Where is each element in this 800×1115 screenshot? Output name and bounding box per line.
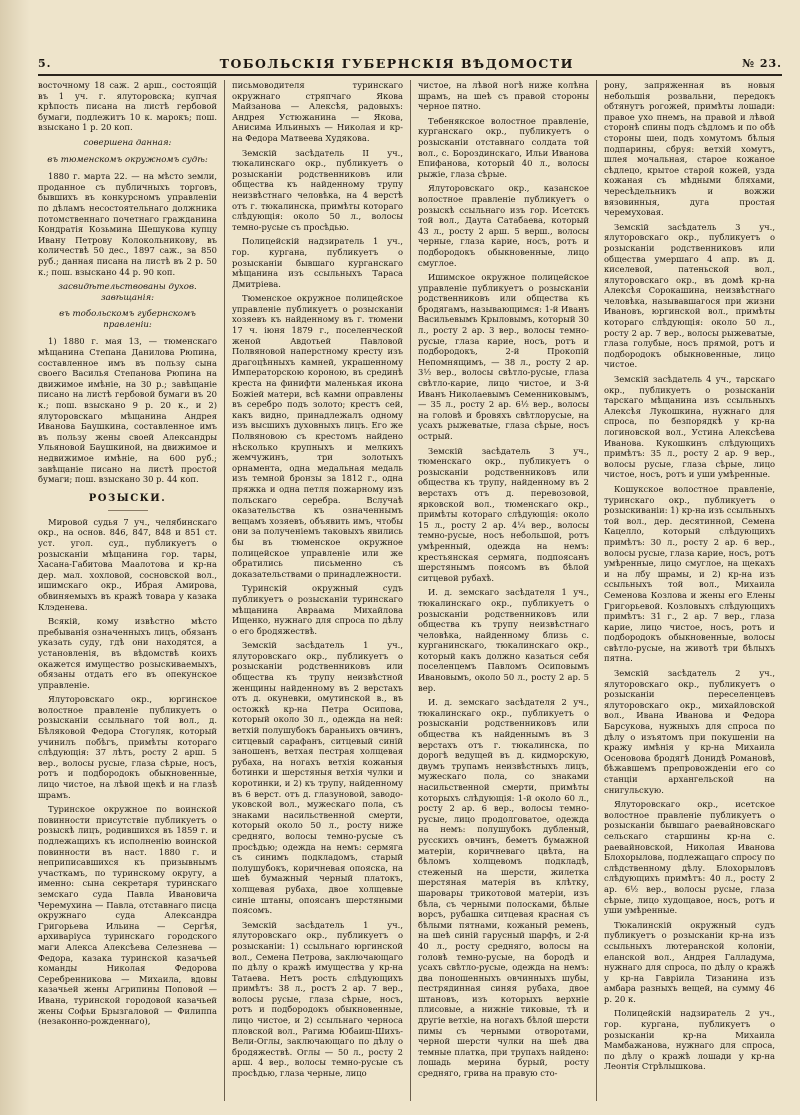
continued-paragraph: письмоводителя туринскаго окружнаго стряпчаго Якова Майзанова — Алексѣя, радовыхъ: Андрея Устюжанина — Якова, Анисима Ильиныхъ — Николая и кр-на Федора Матвеева Худякова. — [232, 80, 403, 143]
notice-paragraph: Земскій засѣдатель 1 уч., ялуторовскаго окр., публикуетъ о розысканіи родственниковъ или общества къ трупу неизвѣстной женщины найденному въ 2 верстахъ отъ д. окуневки, омутинской в., въ остожкѣ кр-на Петра Осипова, который около 30 л., одежда на ней: ветхій полушубокъ бараньихъ овчинъ, ситцевый сарафанъ, ситцевый синій заношенъ, ветхая пестрая холщевая рубаха, на ногахъ ветхія кожаныя ботинки и шерстяныя ветхія чулки и коротинки, и 2) къ трупу, найденному въ 6 верст. отъ д. глазуновой, заводо-уковской вол., мужескаго пола, съ знаками насильственной смерти, который около 50 л., росту ниже средняго, волосы темно-русые съ просѣдью; одежда на немъ: сермяга съ синимъ подкладомъ, старый полушубокъ, коричневая опояска, на шеѣ бумажный черный платокъ, холщевая рубаха, двое холщевые синіе штаны, опоясанъ шерстяными поясомъ. — [232, 640, 403, 916]
notice-paragraph: Земскій засѣдатель 3 уч., ялуторовскаго окр., публикуетъ о розысканіи родственниковъ или общества умершаго 4 апр. въ д. киселевой, патеньской вол., ялуторовскаго окр., въ домѣ кр-на Алексѣя Сорокашина, неизвѣстнаго человѣка, называвшагося при жизни Ивановъ, юргинской вол., примѣты котораго слѣдующія: около 50 л., росту 2 ар. 7 вер., волосы рыжеватые, глаза голубые, носъ прямой, ротъ и подбородокъ обыкновенные, лицо чистое. — [604, 221, 775, 370]
notice-paragraph: Земскій засѣдатель II уч., тюкалинскаго окр., публикуетъ о розысканіи родственниковъ или общества къ найденному трупу неизвѣстнаго человѣка, на 4 верстѣ отъ г. тюкалинска, примѣты котораго слѣдующія: около 50 л., волосы темно-русые съ просѣдью. — [232, 147, 403, 232]
notice-paragraph: Земскій засѣдатель 1 уч., ялуторовскаго окр., публикуетъ о розысканіи: 1) ссыльнаго юргинской вол., Семена Петрова, заключающаго по дѣлу о кражѣ имущества у кр-на Татаева. Нетъ рость слѣдующихъ примѣтъ: 38 л., ростъ 2 ар. 7 вер., волосы русые, глаза сѣрые, носъ, ротъ и подбородокъ обыкновенные, лицо чистое, и 2) ссыльнаго черноса пловской вол., Рагима Юбаиш-Шихъ-Вели-Оглы, заключающаго по дѣлу о бродяжествѣ. Оглы — 50 л., росту 2 арш. 4 вер., волосы темно-русые съ просѣдью, глаза черные, лицо — [232, 919, 403, 1079]
column-3 — [410, 80, 596, 1101]
column-2 — [224, 80, 410, 1101]
notice-paragraph: Земскій засѣдатель 2 уч., ялуторовскаго окр., публикуетъ о розысканіи переселенцевъ ялуторовскаго окр., михайловской вол., Ивана Иванова и Федора Барсукова, нужныхъ для спроса по дѣлу о изъятомъ при покушеніи на кражу имѣнія у кр-на Михаила Осеновова бродягѣ Донидѣ Романовѣ, бѣжавшемъ препровожденіи его со станціи архангельской на снигульскую. — [604, 668, 775, 795]
notice-paragraph: Ялуторовскаго окр., казанское волостное правленіе публикуетъ о розыскѣ ссыльнаго изъ гор. Исетскъ той вол., Даута Сатабаева, который 43 л., росту 2 арш. 5 верш., волосы черные, глаза карие, носъ, ротъ и подбородокъ обыкновенные, лицо смуглое. — [418, 183, 589, 268]
notice-paragraph: Ялуторовскаго окр., юргинское волостное правленіе публикуетъ о розысканіи ссыльнаго той вол., д. Бѣляковой Федора Стогуляк, который учинилъ побѣгъ, примѣты котораго слѣдующія: 37 лѣтъ, росту 2 арш. 5 вер., волосы русые, глаза сѣрые, носъ, ротъ и подбородокъ обыкновенные, лицо чистое, на лѣвой щекѣ и на глазѣ шрамъ. — [38, 694, 217, 800]
continued-paragraph: восточному 18 саж. 2 арш., состоящій въ 1 уч. г. ялуторовска; купчая крѣпость писана на листѣ гербовой бумаги, подлежитъ 10 к. марокъ; пош. взыскано 1 р. 20 коп. — [38, 80, 217, 133]
newspaper-title: ТОБОЛЬСКІЯ ГУБЕРНСКІЯ ВѢДОМОСТИ — [219, 55, 574, 71]
notice-paragraph: Туринскій окружный судъ публикуетъ о розысканіи туринскаго мѣщанина Авраама Михайлова Ищенко, нужнаго для спроса по дѣлу о его бродяжествѣ. — [232, 583, 403, 636]
page-number: 5. — [38, 56, 52, 70]
section-subheading: совершена данная: — [83, 137, 172, 148]
notice-paragraph: 1) 1880 г. мая 13, — тюменскаго мѣщанина Степана Данилова Рюпина, составленное имъ въ пользу сына своего Василья Степанова Рюпина на движимое имѣніе, на 30 р.; завѣщаніе писано на листѣ гербовой бумаги въ 20 к.; пош. взыскано 9 р. 20 к., и 2) ялуторовскаго мѣщанина Андрея Иванова Баушкина, составленное имъ въ пользу жены своей Александры Ульяновой Баушкиной, на движимое и недвижимое имѣніе, на 600 руб.; завѣщаніе писано на листѣ простой бумаги; пош. взыскано 30 р. 44 коп. — [38, 336, 217, 485]
issue-number: № 23. — [742, 56, 782, 70]
column-1 — [38, 80, 224, 1101]
notice-paragraph: Полицейскій надзиратель 1 уч., гор. кургана, публикуетъ о розысканіи бывшаго курганскаго мѣщанина изъ ссыльныхъ Тараса Дмитріева. — [232, 236, 403, 289]
notice-paragraph: Ишимское окружное полицейское управленіе публикуетъ о розысканіи родственниковъ или общества къ бродягамъ, называющимся: 1-й Иванъ Васильевымъ Крыловымъ, который 30 л., росту 2 ар. 3 вер., волосы темно-русые, глаза карие, носъ, ротъ и подбородокъ, 2-й Прокопій Непомнящимъ, — 38 л., росту 2 ар. 3½ вер., волосы свѣтло-русые, глаза свѣтло-карие, лицо чистое, и 3-й Иванъ Николаевымъ Семенниковымъ, — 35 л., росту 2 ар. 6½ вер., волосы на головѣ и бровяхъ свѣтлорусые, на усахъ рыжеватые, глаза сѣрые, носъ острый. — [418, 272, 589, 441]
page-header — [38, 52, 782, 76]
notice-paragraph: Ялуторовскаго окр., исетское волостное правленіе публикуетъ о розысканіи бывшаго раевайновскаго сельскаго старшины кр-на с. раевайновской, Николая Иванова Блохорылова, подлежащаго спросу по слѣдственному дѣлу. Блохорыловъ слѣдующихъ примѣтъ: 40 л., росту 2 ар. 6½ вер., волосы русые, глаза сѣрые, лицо худощавое, носъ, ротъ и уши умѣренные. — [604, 799, 775, 916]
notice-paragraph: И. д. земскаго засѣдателя 2 уч., тюкалинскаго окр., публикуетъ о розысканіи родственниковъ или общества къ найденнымъ въ 3 верстахъ отъ г. тюкалинска, по дорогѣ ведущей въ д. кидморскую, двумъ трупамъ неизвѣстныхъ лицъ, мужескаго пола, со знаками насильственной смерти, примѣты которыхъ слѣдующія: 1-й около 60 л., росту 2 ар. 6 вер., волосы темно-русые, лицо продолговатое, одежда на немъ: полушубокъ дубленый, русскихъ овчинъ, беметъ бумажной матеріи, коричневаго цвѣта, на бѣломъ холщевомъ подкладѣ, стеженый на шерсти, жилетка шерстяная матерія въ клѣтку, шаровары трикотовой матеріи, изъ бѣла, съ черными полосками, бѣлые ворсъ, рубашка ситцевая красная съ бѣлыми пятнами, кожаный ремень, на шеѣ синій гарусный шарфъ, и 2-й 40 л., росту средняго, волосы на головѣ темно-русые, на бородѣ и усахъ свѣтло-русые, одежда на немъ: два поношенныхъ овчинныхъ шубы, пестрядинная синяя рубаха, двое штановъ, изъ которыхъ верхніе плисовые, а нижніе тиковые, тѣ и другіе ветхіе, на ногахъ бѣлой шерсти пимы съ черными отворотами, черной шерсти чулки на шеѣ два темные платка, при трупахъ найдено: лошадь мерина бурый, росту средняго, грива на правую сто- — [418, 697, 589, 1079]
notice-paragraph: Мировой судья 7 уч., челябинскаго окр., на основ. 846, 847, 848 и 851 ст. уст. угол. суд., публикуетъ о розысканіи мѣщанина гор. тары, Хасана-Габитова Маалотова и кр-на дер. мал. хохловой, сосновской вол., ишимскаго окр., Ибрая Амирова, обвиняемыхъ въ кражѣ товара у казака Клэденева. — [38, 516, 217, 612]
section-subheading: засвидѣтельствованы духов. завѣщанія: — [58, 282, 197, 303]
continued-paragraph: рону, запряженная въ новыя небольшія розвальни, передокъ обтянутъ рогожей, примѣты лошади: правое ухо пнемъ, на правой и лѣвой сторонѣ спины подъ сѣдломъ и по обѣ стороны шеи, подъ хомутомъ бѣлыя подпарины, сбруя: ветхій хомутъ, шлея мочальная, старое кожаное сѣдлецо, крытое старой кожей, узда кожаная съ мѣдными бляхами, чересѣдельникъ и вожжи вязовинныя, дуга простая черемуховая. — [604, 80, 775, 218]
notice-paragraph: Тебенякское волостное правленіе, курганскаго окр., публикуетъ о розысканіи отставнаго солдата той вол., с. Бороздинскаго, Ильи Иванова Епифанова, который 40 л., волосы рыжіе, глаза сѣрые. — [418, 115, 589, 179]
section-subheading: въ тобольскомъ губернскомъ правленіи: — [59, 309, 196, 330]
notice-paragraph: Тюкалинскій окружный судъ публикуетъ о розысканіи кр-на изъ ссыльныхъ лютеранской колоніи, еланской вол., Андрея Галладума, нужнаго для спроса, по дѣлу о кражѣ у кр-на Гавріила Тизанина изъ амбара разныхъ вещей, на сумму 46 р. 20 к. — [604, 919, 775, 1004]
notice-paragraph: Тюменское окружное полицейское управленіе публикуетъ о розысканіи хозяевъ къ найденному въ г. тюмени 17 ч. іюня 1879 г., поселенческой женой Авдотьей Павловой Полвяновой наперстному кресту изъ драгоцѣнныхъ камней, украшенному Императорскою короною, въ срединѣ креста на финифти маленькая икона Божіей матери, всѣ камни оправлены въ серебро подъ золото; крестъ сей, какъ видно, принадлежалъ одному изъ высшихъ духовныхъ лицъ. Его же Полвяновою съ крестомъ найдено нѣсколько крупныхъ и мелкихъ жемчужинъ, три золотыхъ орнамента, одна медальная медаль изъ темной бронзы за 1812 г., одна пряжка и одна петля пожарному изъ польскаго серебра. Вслучаѣ оказательства къ означеннымъ вещамъ хозяевъ, объявить имъ, чтобы они за полученіемъ таковыхъ явились бы въ тюменское окружное полицейское управленіе или же обратились письменно съ доказательствами о принадлежности. — [232, 293, 403, 579]
notice-paragraph: Кошукское волостное правленіе, туринскаго окр., публикуетъ о розыскиваніи: 1) кр-на изъ ссыльныхъ той вол., дер. десятинной, Семена Кацелло, который слѣдующихъ примѣтъ: 30 л., росту 2 ар. 6 вер., волосы русые, глаза карие, носъ, ротъ умѣренные, лицо смуглое, на щекахъ и на лбу шрамы, и 2) кр-на изъ ссыльныхъ той вол., Михаила Семенова Козлова и жены его Елены Григорьевой. Козловыхъ слѣдующихъ примѣтъ: 31 г., 2 ар. 7 вер., глаза карие, лицо чистое, носъ, ротъ и подбородокъ обыкновенные, волосы свѣтло-русые, на животѣ три бѣлыхъ пятна. — [604, 483, 775, 664]
binding-shadow — [0, 0, 30, 1115]
notice-paragraph: Всякій, кому извѣстно мѣсто пребыванія означенныхъ лицъ, обязанъ указать суду, гдѣ они находятся, а установленія, въ вѣдомствѣ коихъ окажется имущество розыскиваемыхъ, обязаны отдать его въ опекунское управленіе. — [38, 616, 217, 690]
notice-paragraph: 1880 г. марта 22. — на мѣсто земли, проданное съ публичныхъ торговъ, бывшихъ въ конкурсномъ управленіи по дѣламъ несостоятельнаго должника потомственнаго почетнаго гражданина Кондратія Козьмина Шешукова купцу Ивану Петрову Колокольникову, въ количествѣ 50 дес., 1897 саж., за 850 руб.; данная писана на листѣ въ 2 р. 50 к.; пош. взыскано 44 р. 90 коп. — [38, 171, 217, 277]
continued-paragraph: чистое, на лѣвой ногѣ ниже колѣна шрамъ, на шеѣ съ правой стороны черное пятно. — [418, 80, 589, 112]
section-subheading: въ тюменскомъ окружномъ судѣ: — [47, 154, 208, 165]
section-heading: РОЗЫСКИ. — [88, 492, 167, 504]
notice-paragraph: И. д. земскаго засѣдателя 1 уч., тюкалинскаго окр., публикуетъ о розысканіи родственниковъ или общества къ трупу неизвѣстнаго человѣка, найденному близь с. курганинскаго, тюкалинскаго окр., который какъ должно казаться себя поселенцемъ Павломъ Осиповымъ Ивановымъ, около 50 л., росту 2 ар. 5 вер. — [418, 587, 589, 693]
notice-paragraph: Туринское окружное по воинской повинности присутствіе публикуетъ о розыскѣ лицъ, родившихся въ 1859 г. и подлежащихъ къ исполненію воинской повинности въ наст. 1880 г. и неприписавшихся къ призывнымъ участкамъ, по туринскому округу, а именно: сына секретаря туринскаго земскаго суда Павла Ивановича Черемухина — Павла, отставнаго писца окружнаго суда Александра Григорьева Ильина — Сергѣя, архиваріуса туринскаго городского маги Алекса Алексѣева Селезнева — Федора, казака туринской казачьей команды Николая Федорова Серебренникова — Михаила, вдовы казачьей жены Агрипины Поповой — Ивана, туринской городовой казачьей жены Софьи Брызгаловой — Филиппа (незаконно-рожденнаго), — [38, 804, 217, 1027]
notice-paragraph: Земскій засѣдатель 3 уч., тюменскаго окр., публикуетъ о розысканіи родственниковъ или общества къ трупу, найденному въ 2 верстахъ отъ д. перевозовой, ярковской вол., тюменскаго окр., примѣты котораго слѣдующія: около 15 л., росту 2 ар. 4¼ вер., волосы темно-русые, носъ небольшой, ротъ умѣренный, одежда на немъ: крестьянская сермяга, подпоясанъ шерстянымъ поясомъ въ бѣлой ситцевой рубахѣ. — [418, 445, 589, 583]
heading-rule — [108, 510, 148, 511]
text-columns — [38, 80, 782, 1101]
column-4 — [596, 80, 782, 1101]
notice-paragraph: Земскій засѣдатель 4 уч., тарскаго окр., публикуетъ о розысканіи тарскаго мѣщанина изъ ссыльныхъ Алексѣя Лукошкина, нужнаго для спроса, по безпорядкѣ у кр-на логиновской вол., Устина Алексѣева Иванова. Кукошкинъ слѣдующихъ примѣтъ: 35 л., росту 2 ар. 9 вер., волосы русые, глаза сѣрые, лицо чистое, носъ, ротъ и уши умѣренные. — [604, 374, 775, 480]
notice-paragraph: Полицейскій надзиратель 2 уч., гор. кургана, публикуетъ о розысканіи кр-на Михаила Мамбажанова, нужнаго для спроса, по дѣлу о кражѣ лошади у кр-на Леонтія Стрѣлышкова. — [604, 1008, 775, 1072]
